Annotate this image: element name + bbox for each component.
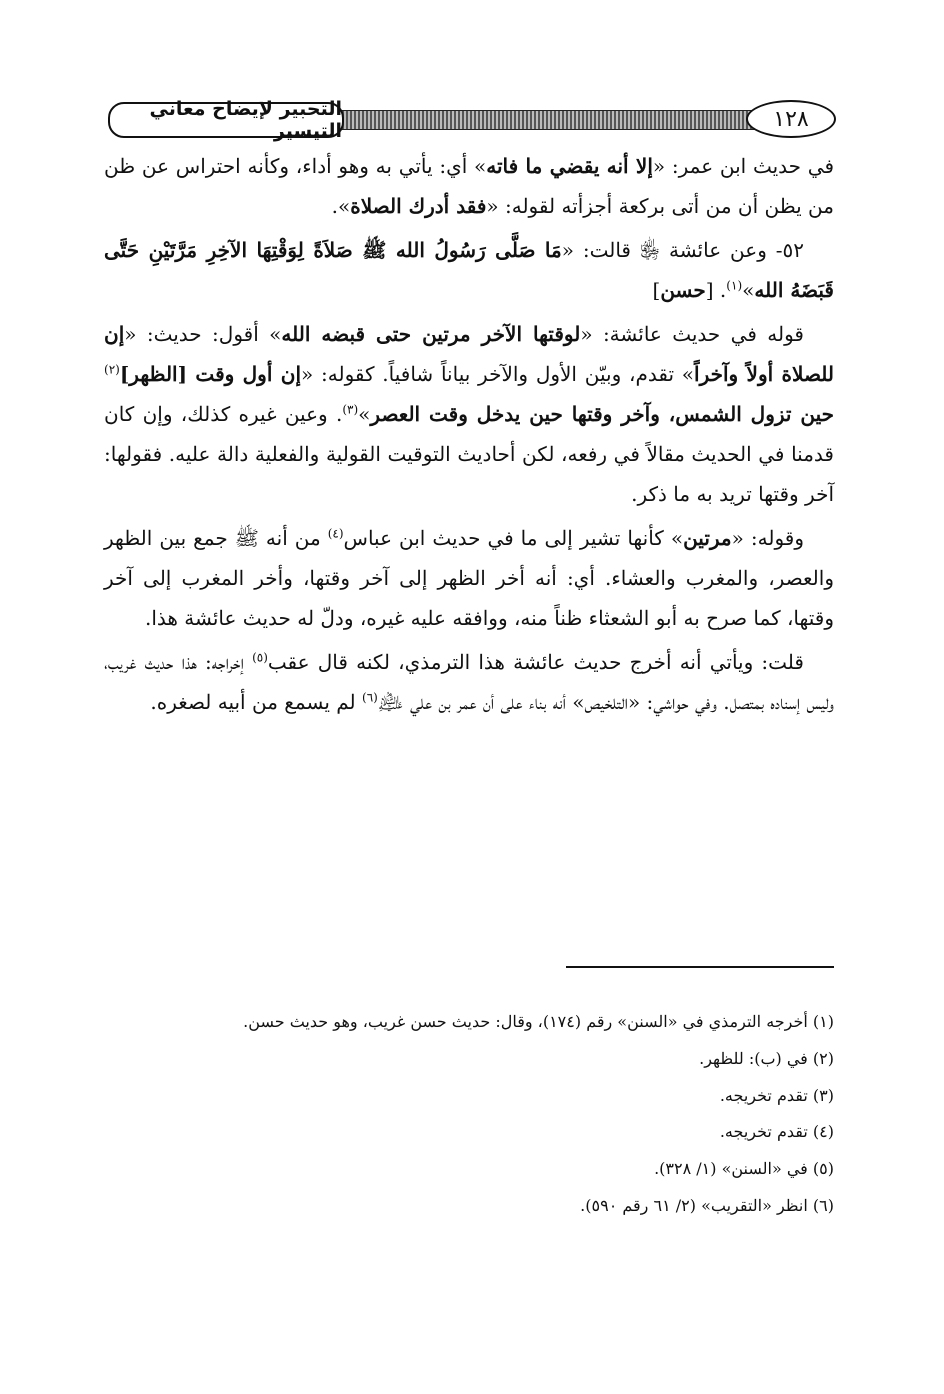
text-run: » تقدم، وبيّن الأول والآخر بياناً شافياً. كقوله: « bbox=[301, 362, 695, 386]
book-title-box bbox=[108, 98, 344, 142]
hadith-text: مَا صَلَّى رَسُولُ الله ﷺ صَلاَةً لِوَقْتِهَا الآخِرِ مَرَّتَيْنِ حَتَّى قَبَضَهُ الله bbox=[104, 238, 834, 302]
quoted-phrase: مرتين bbox=[683, 526, 732, 550]
text-run: في حديث ابن عمر: « bbox=[652, 154, 835, 178]
quoted-phrase: إلا أنه يقضي ما فاته bbox=[486, 154, 653, 178]
footnote-ref: (٣) bbox=[342, 402, 359, 417]
quoted-phrase: فقد أدرك الصلاة bbox=[350, 194, 487, 218]
page-number-oval bbox=[746, 100, 836, 138]
main-text bbox=[104, 146, 834, 726]
text-run: ». bbox=[331, 194, 351, 218]
paragraph-5 bbox=[104, 642, 834, 722]
text-run: ٥٢- وعن عائشة ﵂ قالت: « bbox=[561, 238, 804, 262]
footnote-ref: (٥) bbox=[252, 650, 268, 665]
footnote-1: (١) أخرجه الترمذي في «السنن» رقم (١٧٤)، وقال: حديث حسن غريب، وهو حديث حسن. bbox=[243, 1012, 834, 1031]
quoted-phrase: لوقتها الآخر مرتين حتى قبضه الله bbox=[281, 322, 581, 346]
text-run: من أنه ﷺ جمع بين الظهر والعصر، والمغرب والعشاء. أي: أنه أخر الظهر إلى آخر وقتها، وأخر المغرب إلى آخر وقتها، كما صرح به أبو الشعثاء ظناً منه، ووافقه عليه غيره، ودلّ له حديث عائشة هذا. bbox=[104, 526, 834, 630]
book-title: التحبير لإيضاح معاني التيسير bbox=[149, 98, 342, 142]
text-run: » كأنها تشير إلى ما في حديث ابن عباس bbox=[343, 526, 684, 550]
text-run: إخراجه: هذا حديث غريب، وليس إسناده بمتصل. وفي حواشي: «التلخيص» أنه بناء على أن عمر بن علي ﵇ bbox=[104, 650, 834, 714]
page-number: ١٢٨ bbox=[773, 106, 809, 132]
footnotes bbox=[104, 1004, 834, 1225]
text-run: » أقول: حديث: « bbox=[124, 322, 282, 346]
footnote-3: (٣) تقدم تخريجه. bbox=[719, 1085, 834, 1105]
text-run: لم يسمع من أبيه لصغره. bbox=[150, 690, 363, 714]
text-run: قلت: ويأتي أنه أخرج حديث عائشة هذا الترمذي، لكنه قال عقب bbox=[267, 650, 804, 674]
footnote-5: (٥) في «السنن» (١/ ٣٢٨). bbox=[654, 1159, 834, 1179]
footnote-ref: (٦) bbox=[362, 690, 378, 705]
grade-label: حسن bbox=[660, 278, 706, 302]
footnote-6: (٦) انظر «التقريب» (٢/ ٦١ رقم ٥٩٠). bbox=[580, 1195, 834, 1215]
footnote-2: (٢) في (ب): للظهر. bbox=[699, 1048, 834, 1068]
footnote-ref: (١) bbox=[726, 278, 743, 293]
hadith-52 bbox=[104, 230, 834, 310]
text-run: » bbox=[358, 402, 371, 426]
text-run: . [ bbox=[705, 278, 727, 302]
text-run: ] bbox=[652, 278, 661, 302]
footnote-4: (٤) تقدم تخريجه. bbox=[719, 1122, 834, 1142]
text-run: وقوله: « bbox=[731, 526, 804, 550]
page-header bbox=[108, 98, 838, 142]
text-run: » bbox=[742, 278, 755, 302]
paragraph-4 bbox=[104, 518, 834, 638]
footnote-divider bbox=[566, 966, 834, 968]
quoted-phrase: حين تزول الشمس، وآخر وقتها حين يدخل وقت العصر bbox=[370, 402, 834, 426]
quoted-phrase: إن للصلاة أولاً وآخراً bbox=[104, 322, 835, 386]
footnote-ref: (٤) bbox=[327, 526, 344, 541]
text-run: . وعين غيره كذلك، وإن كان قدمنا في الحديث مقالاً في رفعه، لكن أحاديث التوقيت القولية والفعلية دالة عليه. فقولها: آخر وقتها تريد به ما ذكر. bbox=[104, 402, 834, 506]
text-run: » أي: يأتي به وهو أداء، وكأنه احتراس عن ظن من يظن أن من أتى بركعة أجزأته لقوله: « bbox=[104, 154, 834, 218]
header-decorative-band bbox=[338, 110, 808, 130]
footnote-ref: (٢) bbox=[104, 362, 120, 377]
paragraph-3 bbox=[104, 314, 834, 514]
paragraph-1 bbox=[104, 146, 834, 226]
text-run: قوله في حديث عائشة: « bbox=[580, 322, 804, 346]
quoted-phrase: إن أول وقت [الظهر] bbox=[119, 362, 302, 386]
